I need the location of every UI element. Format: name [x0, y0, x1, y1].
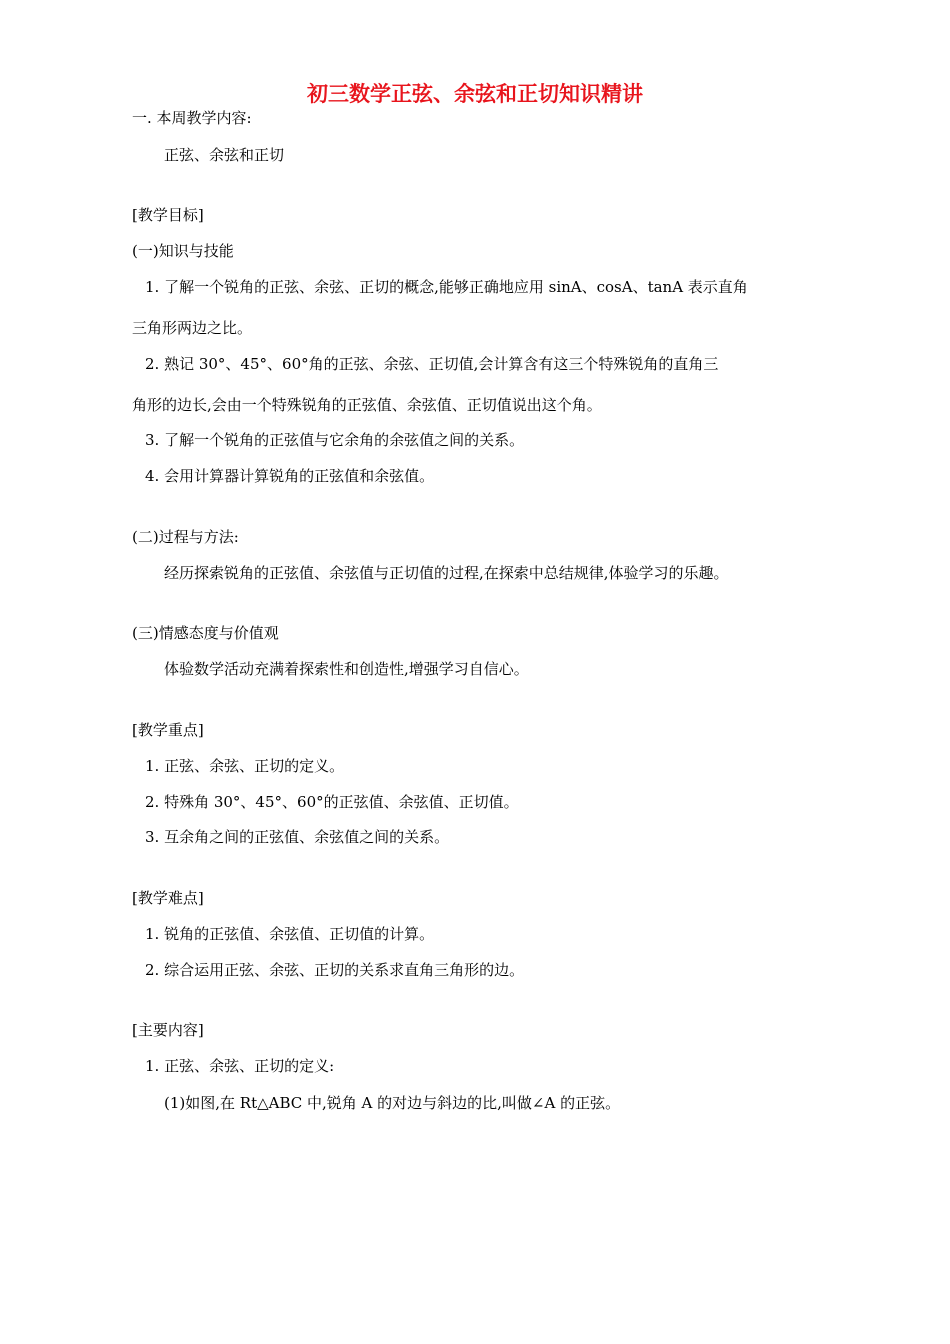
- emotion-heading: (三)情感态度与价值观: [132, 624, 279, 642]
- difficulty-item-2: 2. 综合运用正弦、余弦、正切的关系求直角三角形的边。: [145, 961, 525, 979]
- document-title: 初三数学正弦、余弦和正切知识精讲: [307, 82, 643, 106]
- emotion-content: 体验数学活动充满着探索性和创造性,增强学习自信心。: [164, 660, 529, 678]
- process-heading: (二)过程与方法:: [132, 528, 239, 546]
- knowledge-item-2-line-1: 2. 熟记 30°、45°、60°角的正弦、余弦、正切值,会计算含有这三个特殊锐角的直角三: [145, 355, 719, 373]
- main-content-item-1: 1. 正弦、余弦、正切的定义:: [145, 1057, 335, 1075]
- main-content-sub-1: (1)如图,在 Rt△ABC 中,锐角 A 的对边与斜边的比,叫做∠A 的正弦。: [164, 1094, 621, 1112]
- objectives-heading: [教学目标]: [132, 206, 204, 224]
- difficulties-heading: [教学难点]: [132, 889, 204, 907]
- knowledge-heading: (一)知识与技能: [132, 242, 234, 260]
- difficulty-item-1: 1. 锐角的正弦值、余弦值、正切值的计算。: [145, 925, 435, 943]
- section-one-content: 正弦、余弦和正切: [164, 146, 285, 164]
- key-point-item-3: 3. 互余角之间的正弦值、余弦值之间的关系。: [145, 828, 450, 846]
- process-content: 经历探索锐角的正弦值、余弦值与正切值的过程,在探索中总结规律,体验学习的乐趣。: [164, 564, 729, 582]
- key-point-item-1: 1. 正弦、余弦、正切的定义。: [145, 757, 345, 775]
- knowledge-item-2-line-2: 角形的边长,会由一个特殊锐角的正弦值、余弦值、正切值说出这个角。: [132, 396, 602, 414]
- knowledge-item-4: 4. 会用计算器计算锐角的正弦值和余弦值。: [145, 467, 435, 485]
- section-one-heading: 一. 本周教学内容:: [132, 109, 252, 127]
- knowledge-item-1-line-2: 三角形两边之比。: [132, 319, 253, 337]
- knowledge-item-1-line-1: 1. 了解一个锐角的正弦、余弦、正切的概念,能够正确地应用 sinA、cosA、tanA 表示直角: [145, 278, 748, 296]
- main-content-heading: [主要内容]: [132, 1021, 204, 1039]
- knowledge-item-3: 3. 了解一个锐角的正弦值与它余角的余弦值之间的关系。: [145, 431, 525, 449]
- key-point-item-2: 2. 特殊角 30°、45°、60°的正弦值、余弦值、正切值。: [145, 793, 519, 811]
- key-points-heading: [教学重点]: [132, 721, 204, 739]
